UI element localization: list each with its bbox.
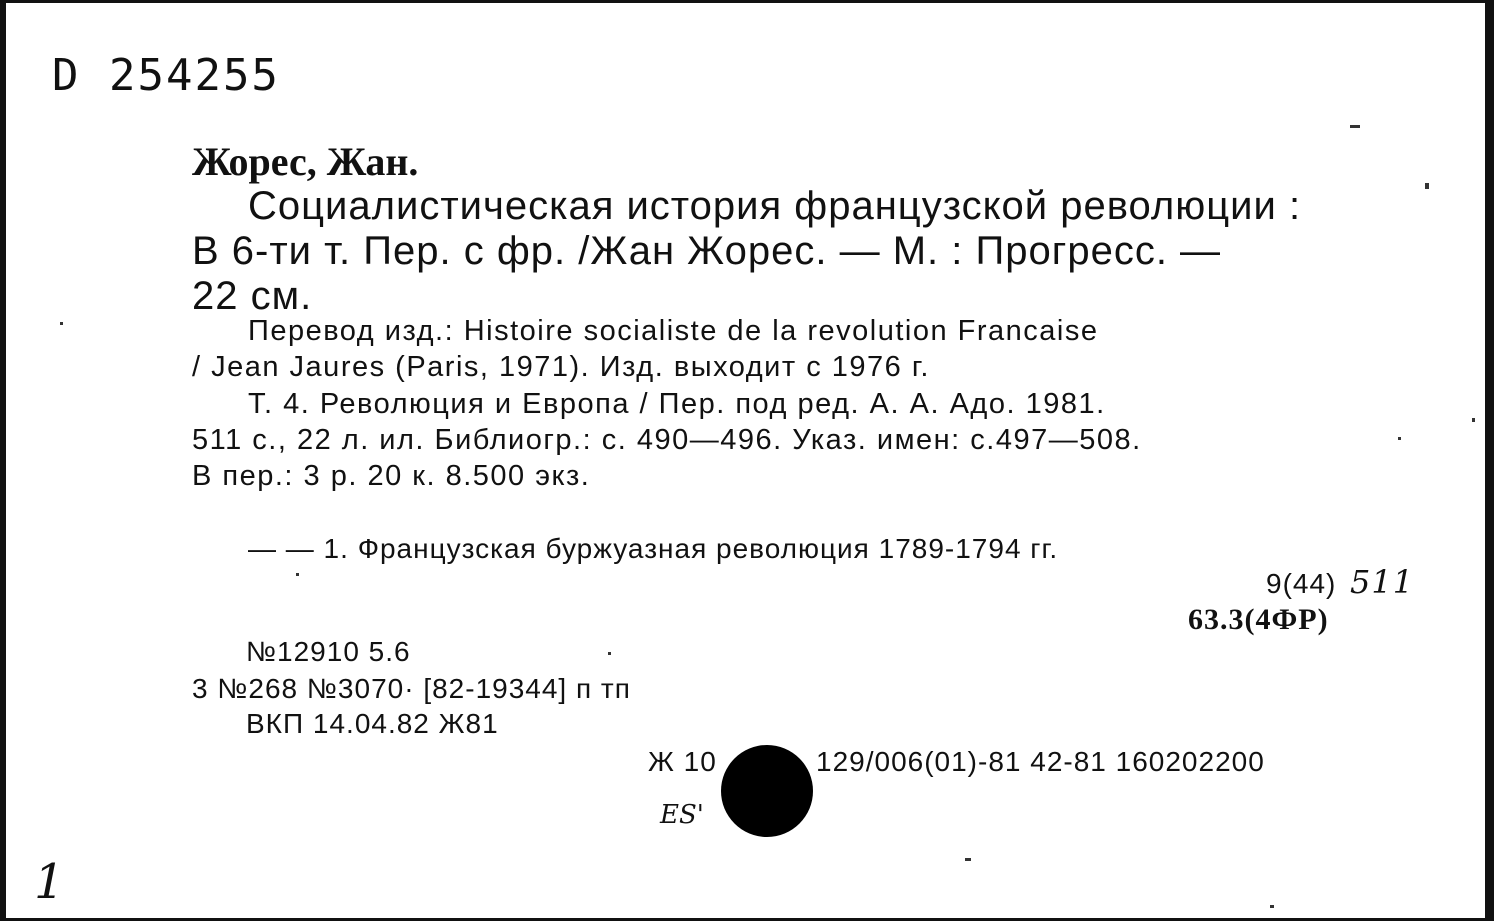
note-line-4: 511 с., 22 л. ил. Библиогр.: с. 490—496. Указ. имен: с.497—508.: [192, 424, 1142, 456]
speck: [965, 858, 971, 861]
card-border-left: [0, 0, 6, 921]
author-heading: Жорес, Жан.: [192, 139, 419, 184]
speck: [1472, 418, 1475, 422]
speck: [608, 652, 611, 655]
card-border-top: [0, 0, 1494, 3]
class-number-1: 9(44): [1266, 568, 1337, 599]
title-line-1: Социалистическая история французской революции :: [248, 184, 1302, 228]
title-line-3: 22 см.: [192, 274, 313, 318]
subject-heading: — — 1. Французская буржуазная революция 1789-1794 гг.: [248, 533, 1059, 564]
accession-number: D 254255: [52, 50, 280, 101]
class-number-handwritten: 511: [1350, 563, 1415, 601]
punch-hole: [721, 745, 813, 837]
class-number-2: 63.3(4ФР): [1188, 603, 1329, 636]
speck: [1270, 905, 1274, 908]
note-line-2: / Jean Jaures (Paris, 1971). Изд. выходит с 1976 г.: [192, 351, 930, 383]
speck: [1425, 183, 1429, 189]
card-border-right: [1485, 0, 1494, 921]
note-line-3: Т. 4. Революция и Европа / Пер. под ред. А. А. Адо. 1981.: [248, 388, 1106, 420]
handwritten-code: ES': [660, 800, 704, 830]
speck: [296, 573, 299, 576]
speck: [1398, 437, 1401, 440]
note-line-1: Перевод изд.: Histoire socialiste de la revolution Francaise: [248, 315, 1099, 347]
tech-line-1: №12910 5.6: [246, 636, 411, 667]
note-line-5: В пер.: 3 р. 20 к. 8.500 экз.: [192, 460, 591, 492]
tech-line-3: ВКП 14.04.82 Ж81: [246, 708, 499, 739]
speck: [60, 322, 63, 325]
title-line-2: В 6-ти т. Пер. с фр. /Жан Жорес. — М. : Прогресс. —: [192, 229, 1222, 273]
isbn-line-left: Ж 10: [648, 746, 717, 777]
handwritten-page-number: 1: [34, 854, 65, 910]
isbn-line-right: 129/006(01)-81 42-81 160202200: [816, 746, 1265, 777]
tech-line-2: 3 №268 №3070· [82-19344] п тп: [192, 673, 631, 704]
speck: [1350, 125, 1360, 128]
